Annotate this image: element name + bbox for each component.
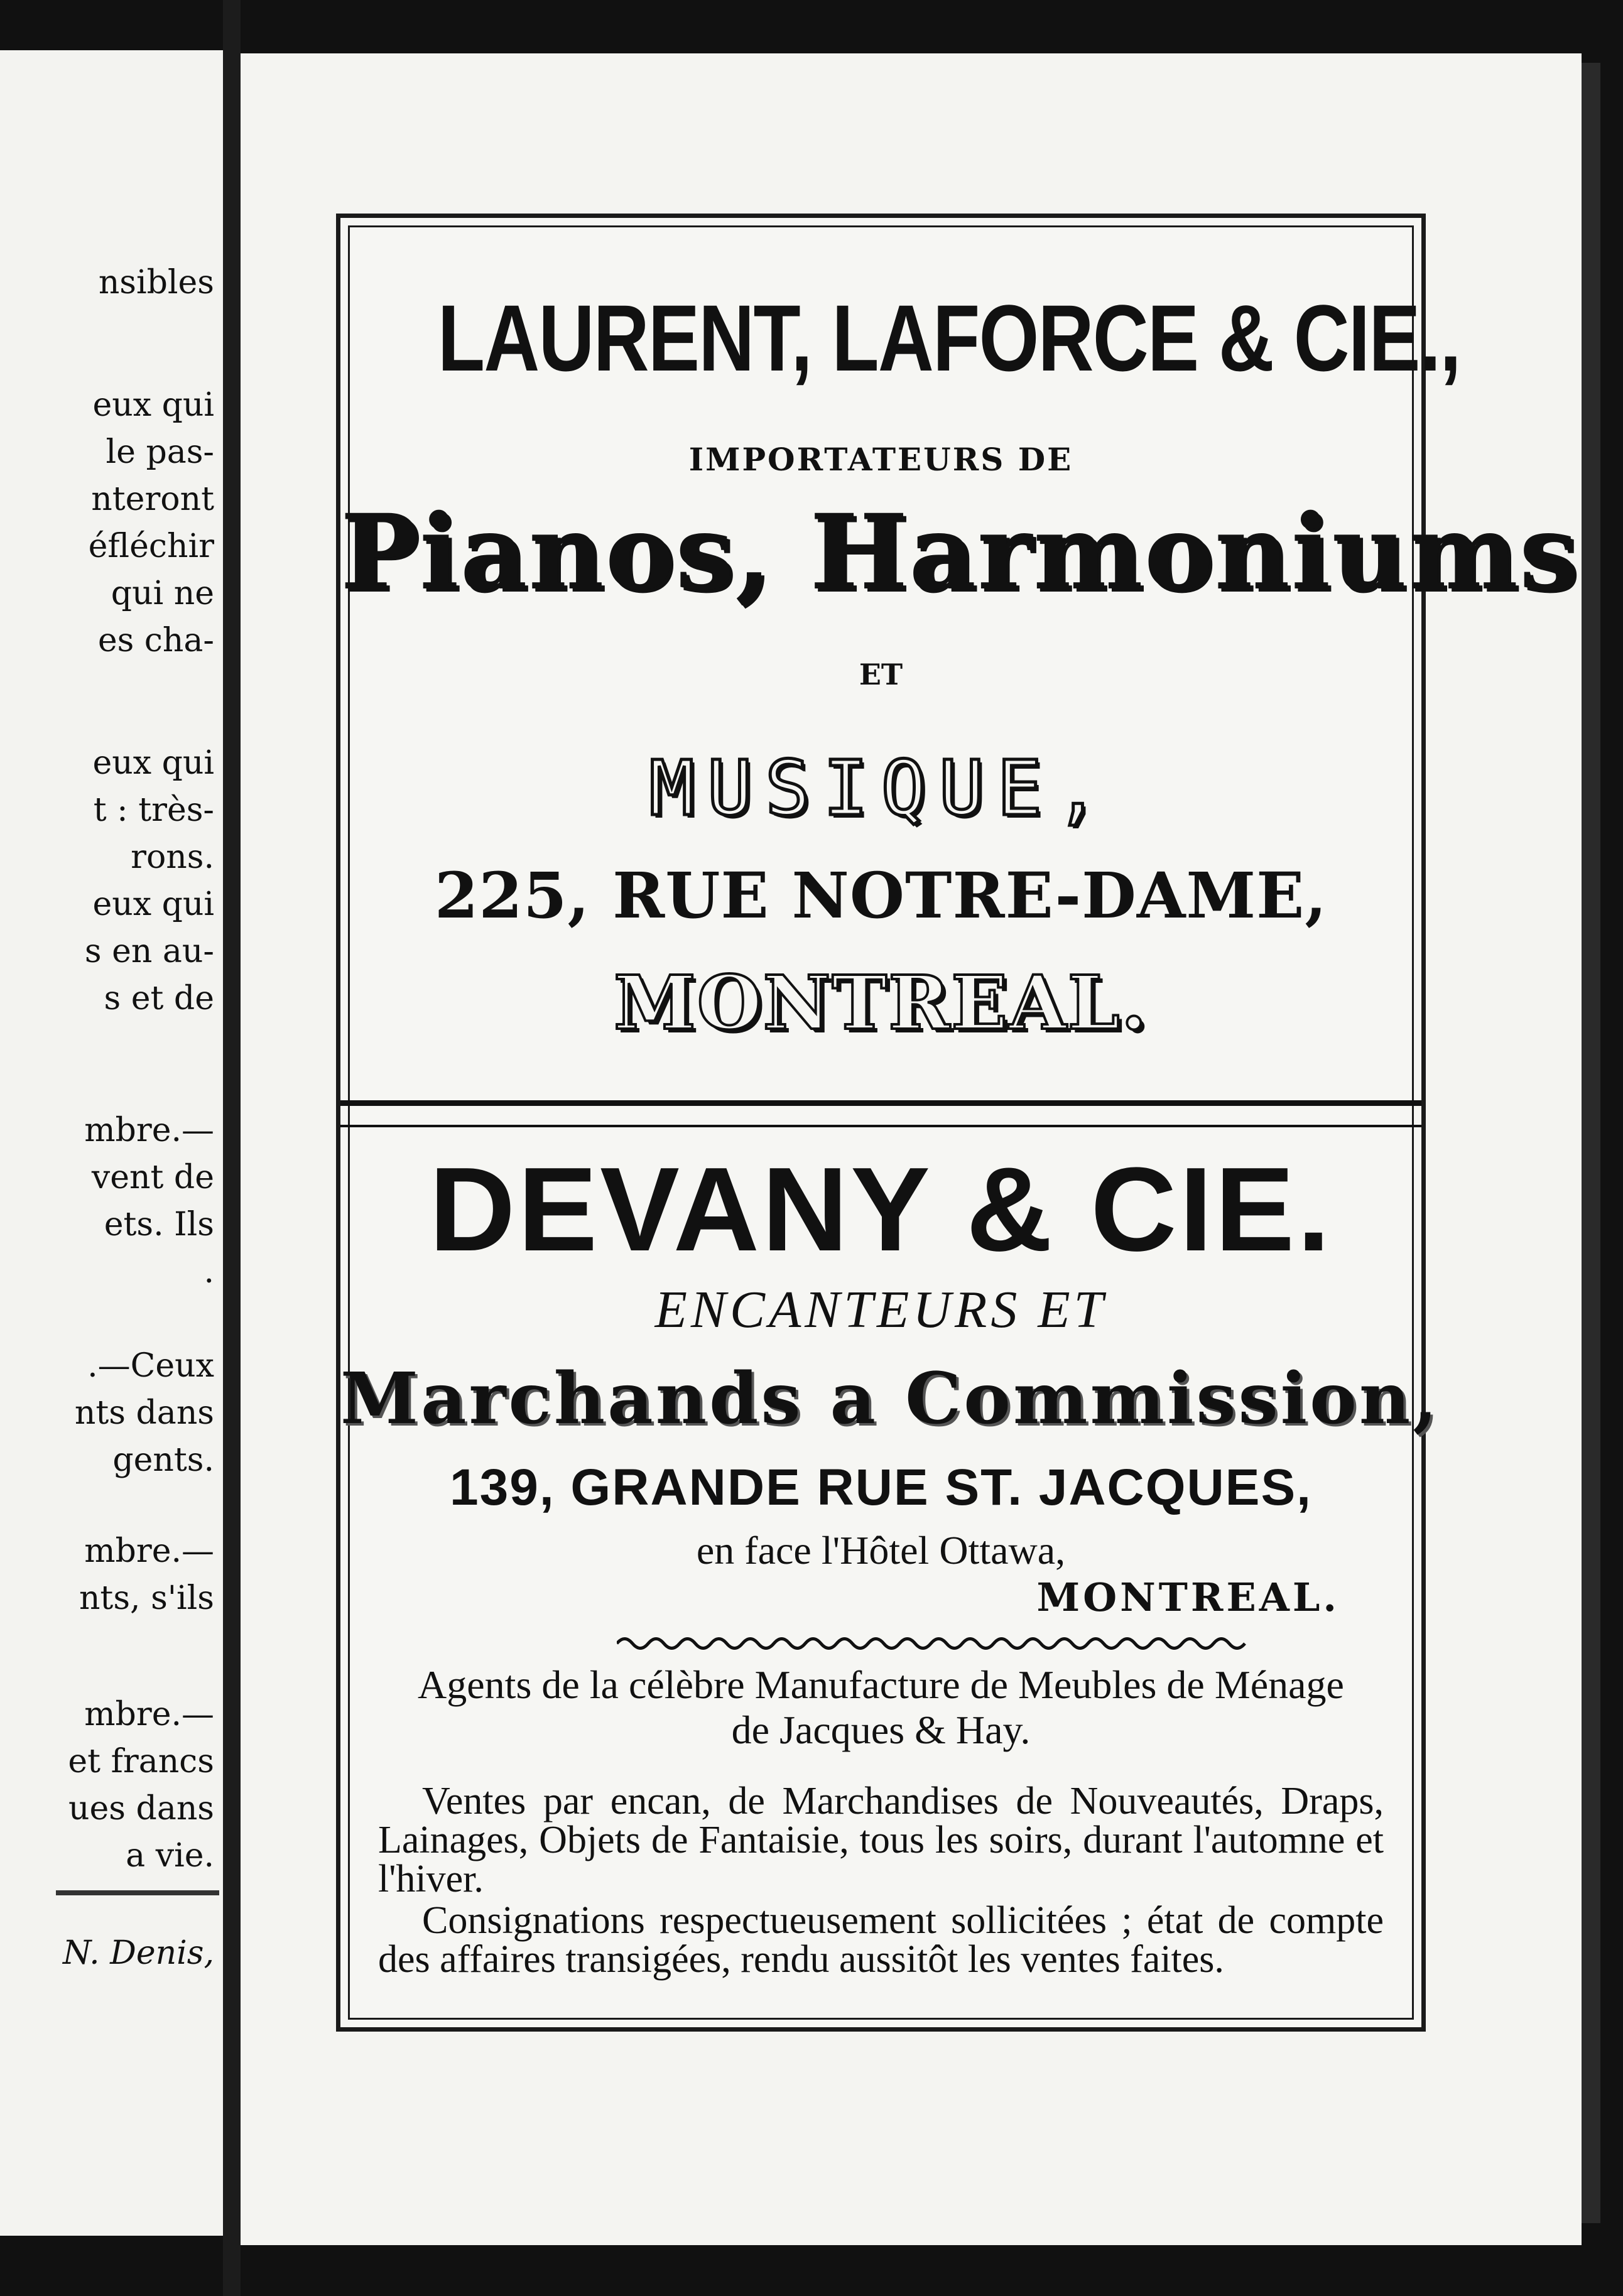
left-text-line: es cha- <box>97 622 214 659</box>
advertisement-box <box>336 214 1579 2032</box>
left-text-line: .—Ceux <box>87 1347 214 1385</box>
laurent-address: 225, RUE NOTRE-DAME, <box>434 858 1328 933</box>
left-text-line: . <box>204 1253 214 1291</box>
laurent-city: MONTREAL. <box>614 959 1148 1046</box>
left-text-line: le pas- <box>106 433 214 471</box>
left-text-line: s en au- <box>84 933 214 970</box>
book-spine <box>223 0 241 2296</box>
laurent-firm-name: LAURENT, LAFORCE & CIE., <box>437 285 1460 391</box>
left-text-line: t : très- <box>93 791 214 829</box>
devany-sales-text: Ventes par encan, de Marchandises de Nouveautés, Draps, Lainages, Objets de Fantaisie, tous les soirs, durant l'automne et l'hiver. <box>378 1780 1384 1900</box>
left-text-line: nts dans <box>74 1394 214 1432</box>
left-text-line: mbre.— <box>84 1532 214 1570</box>
left-text-line: nts, s'ils <box>79 1579 214 1617</box>
left-text-line: a vie. <box>126 1837 214 1875</box>
section-divider <box>340 1100 1421 1127</box>
devany-agents-text: Agents de la célèbre Manufacture de Meubles de Ménage de Jacques & Hay. <box>418 1662 1344 1752</box>
left-text-line: gents. <box>112 1441 214 1479</box>
left-signature: N. Denis, <box>62 1934 214 1972</box>
left-text-line: et francs <box>68 1743 214 1780</box>
devany-trade: Marchands a Commission, <box>340 1358 1440 1440</box>
page-edge <box>1582 63 1600 2223</box>
laurent-conjunction: ET <box>859 658 903 691</box>
devany-location: en face l'Hôtel Ottawa, <box>696 1528 1066 1573</box>
left-text-line: éfléchir <box>88 528 214 565</box>
laurent-products: Pianos, Harmoniums <box>340 491 1579 613</box>
devany-role: ENCANTEURS ET <box>654 1281 1107 1339</box>
devany-firm-name: DEVANY & CIE. <box>429 1143 1333 1276</box>
left-text-line: eux qui <box>92 744 214 782</box>
left-text-line: mbre.— <box>84 1696 214 1733</box>
left-text-line: vent de <box>91 1159 214 1196</box>
wavy-divider <box>617 1634 1251 1653</box>
devany-city: MONTREAL. <box>1036 1574 1340 1620</box>
laurent-music: MUSIQUE, <box>649 745 1113 833</box>
left-text-line: ues dans <box>68 1790 214 1828</box>
left-text-line: s et de <box>104 980 214 1017</box>
left-text-line: nsibles <box>98 264 214 301</box>
left-divider <box>56 1890 219 1895</box>
laurent-subtitle: IMPORTATEURS DE <box>688 441 1073 478</box>
left-text-line: eux qui <box>92 885 214 923</box>
left-text-line: nteront <box>91 480 214 518</box>
left-text-line: qui ne <box>111 575 214 612</box>
devany-consignments-text: Consignations respectueusement sollicitées ; état de compte des affaires transigées, rendu aussitôt les ventes faites. <box>378 1899 1384 1981</box>
left-text-line: rons. <box>131 838 214 876</box>
left-text-line: eux qui <box>92 386 214 424</box>
devany-address: 139, GRANDE RUE ST. JACQUES, <box>450 1459 1312 1516</box>
left-text-line: ets. Ils <box>104 1206 214 1243</box>
left-text-line: mbre.— <box>84 1112 214 1149</box>
left-page-fragment <box>0 50 223 2236</box>
